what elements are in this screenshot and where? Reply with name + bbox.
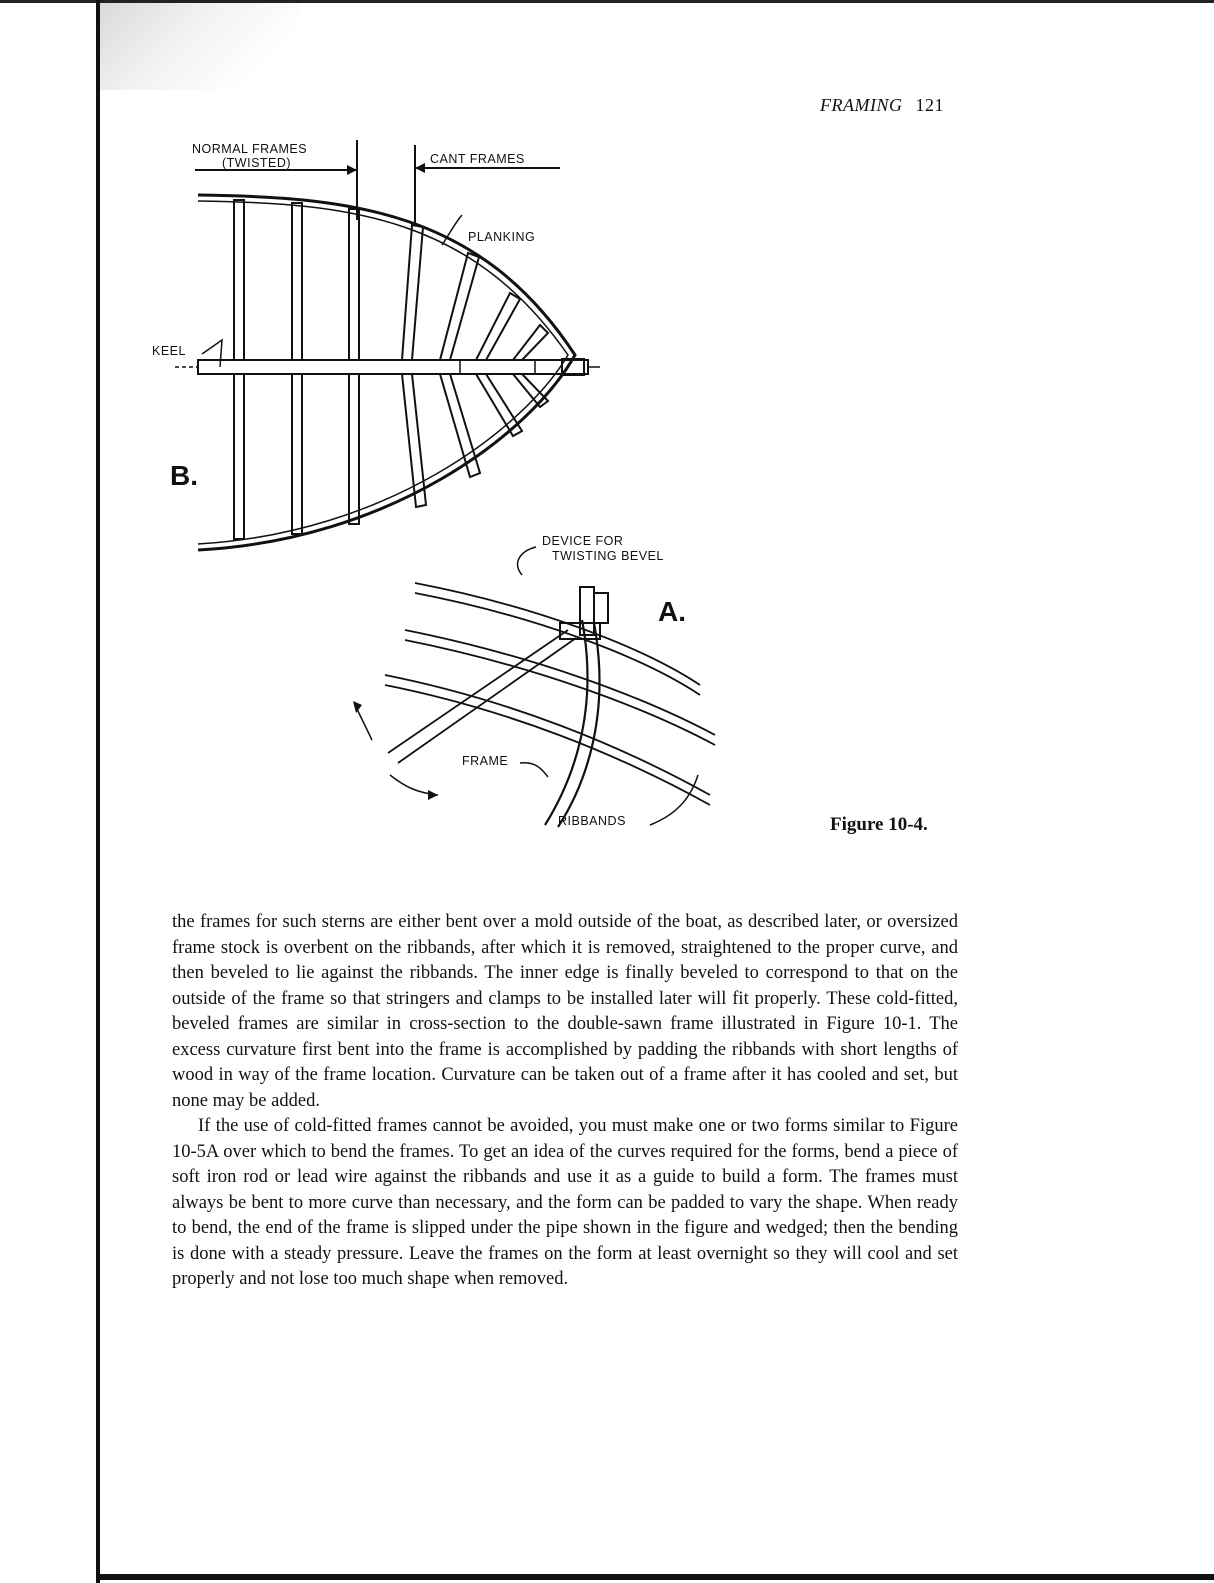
planking-label: PLANKING: [468, 230, 536, 244]
ribband: [405, 630, 715, 735]
hull-planking-inner: [198, 201, 568, 544]
twisting-device-post: [594, 593, 608, 623]
section-title: FRAMING: [820, 95, 903, 115]
scan-border-left: [96, 0, 100, 1583]
page-number: 121: [915, 95, 944, 115]
ribbands-label: RIBBANDS: [558, 814, 626, 828]
scan-border-bottom: [96, 1574, 1214, 1580]
scan-shading: [100, 0, 300, 90]
keel: [198, 360, 588, 374]
frame-label: FRAME: [462, 754, 509, 768]
cant-frame: [476, 293, 520, 360]
cant-frame: [402, 225, 423, 360]
ribband: [385, 685, 710, 805]
normal-frame: [292, 203, 302, 360]
device-label: DEVICE FOR: [542, 534, 624, 548]
keel-label: KEEL: [152, 344, 186, 358]
hull-planking-outline: [198, 195, 575, 550]
cant-frame: [402, 374, 426, 507]
device-sublabel: TWISTING BEVEL: [552, 549, 664, 563]
normal-frame: [234, 200, 244, 360]
paragraph: the frames for such sterns are either bent over a mold outside of the boat, as described later, or oversized frame stock is overbent on the ribbands, after which it is removed, straightened to the proper curve, and then beveled to lie against the ribbands. The inner edge is finally beveled to correspond to that on the outside of the frame so that stringers and clamps to be installed later will fit properly. These cold-fitted, beveled frames are similar in cross-section to the double-sawn frame illustrated in Figure 10-1. The excess curvature first bent into the frame is accomplished by padding the ribbands with short lengths of wood in way of the frame location. Curvature can be taken out of a frame after it has cooled and set, but none may be added.: [172, 912, 958, 1111]
diagonal-batten: [388, 630, 576, 763]
figure-10-4-drawing: [150, 135, 750, 855]
normal-frames-label: NORMAL FRAMES: [192, 142, 308, 156]
cant-frames-label: CANT FRAMES: [430, 152, 525, 166]
view-a-label: A.: [658, 596, 686, 627]
frame-leader: [520, 763, 548, 777]
ribbands-leader: [650, 775, 698, 825]
keel-leader: [202, 340, 222, 367]
view-b-label: B.: [170, 460, 198, 491]
normal-frame: [349, 209, 359, 360]
paragraph: If the use of cold-fitted frames cannot be avoided, you must make one or two forms similar to Figure 10-5A over which to bend the frames. To get an idea of the curves required for the forms, bend a piece of soft iron rod or lead wire against the ribbands and use it as a guide to build a form. The frames must always be bent to more curve than necessary, and the form can be padded to vary the shape. When ready to bend, the end of the frame is slipped under the pipe shown in the figure and wedged; then the bending is done with a steady pressure. Leave the frames on the form at least overnight so they will cool and set properly and not lose too much shape when removed.: [172, 1116, 958, 1289]
device-leader: [518, 547, 536, 575]
normal-frame: [292, 374, 302, 534]
normal-frames-sublabel: (TWISTED): [222, 156, 292, 170]
running-head: [820, 95, 944, 116]
cant-frame: [440, 374, 480, 477]
figure-caption: Figure 10-4.: [830, 814, 928, 835]
scan-border-top: [0, 0, 1214, 3]
rotation-arrow: [355, 705, 438, 795]
cant-frame: [513, 325, 548, 360]
cant-frame: [440, 253, 479, 360]
normal-frame: [349, 374, 359, 524]
normal-frame: [234, 374, 244, 539]
ribband: [405, 640, 715, 745]
body-text: [172, 910, 958, 1293]
